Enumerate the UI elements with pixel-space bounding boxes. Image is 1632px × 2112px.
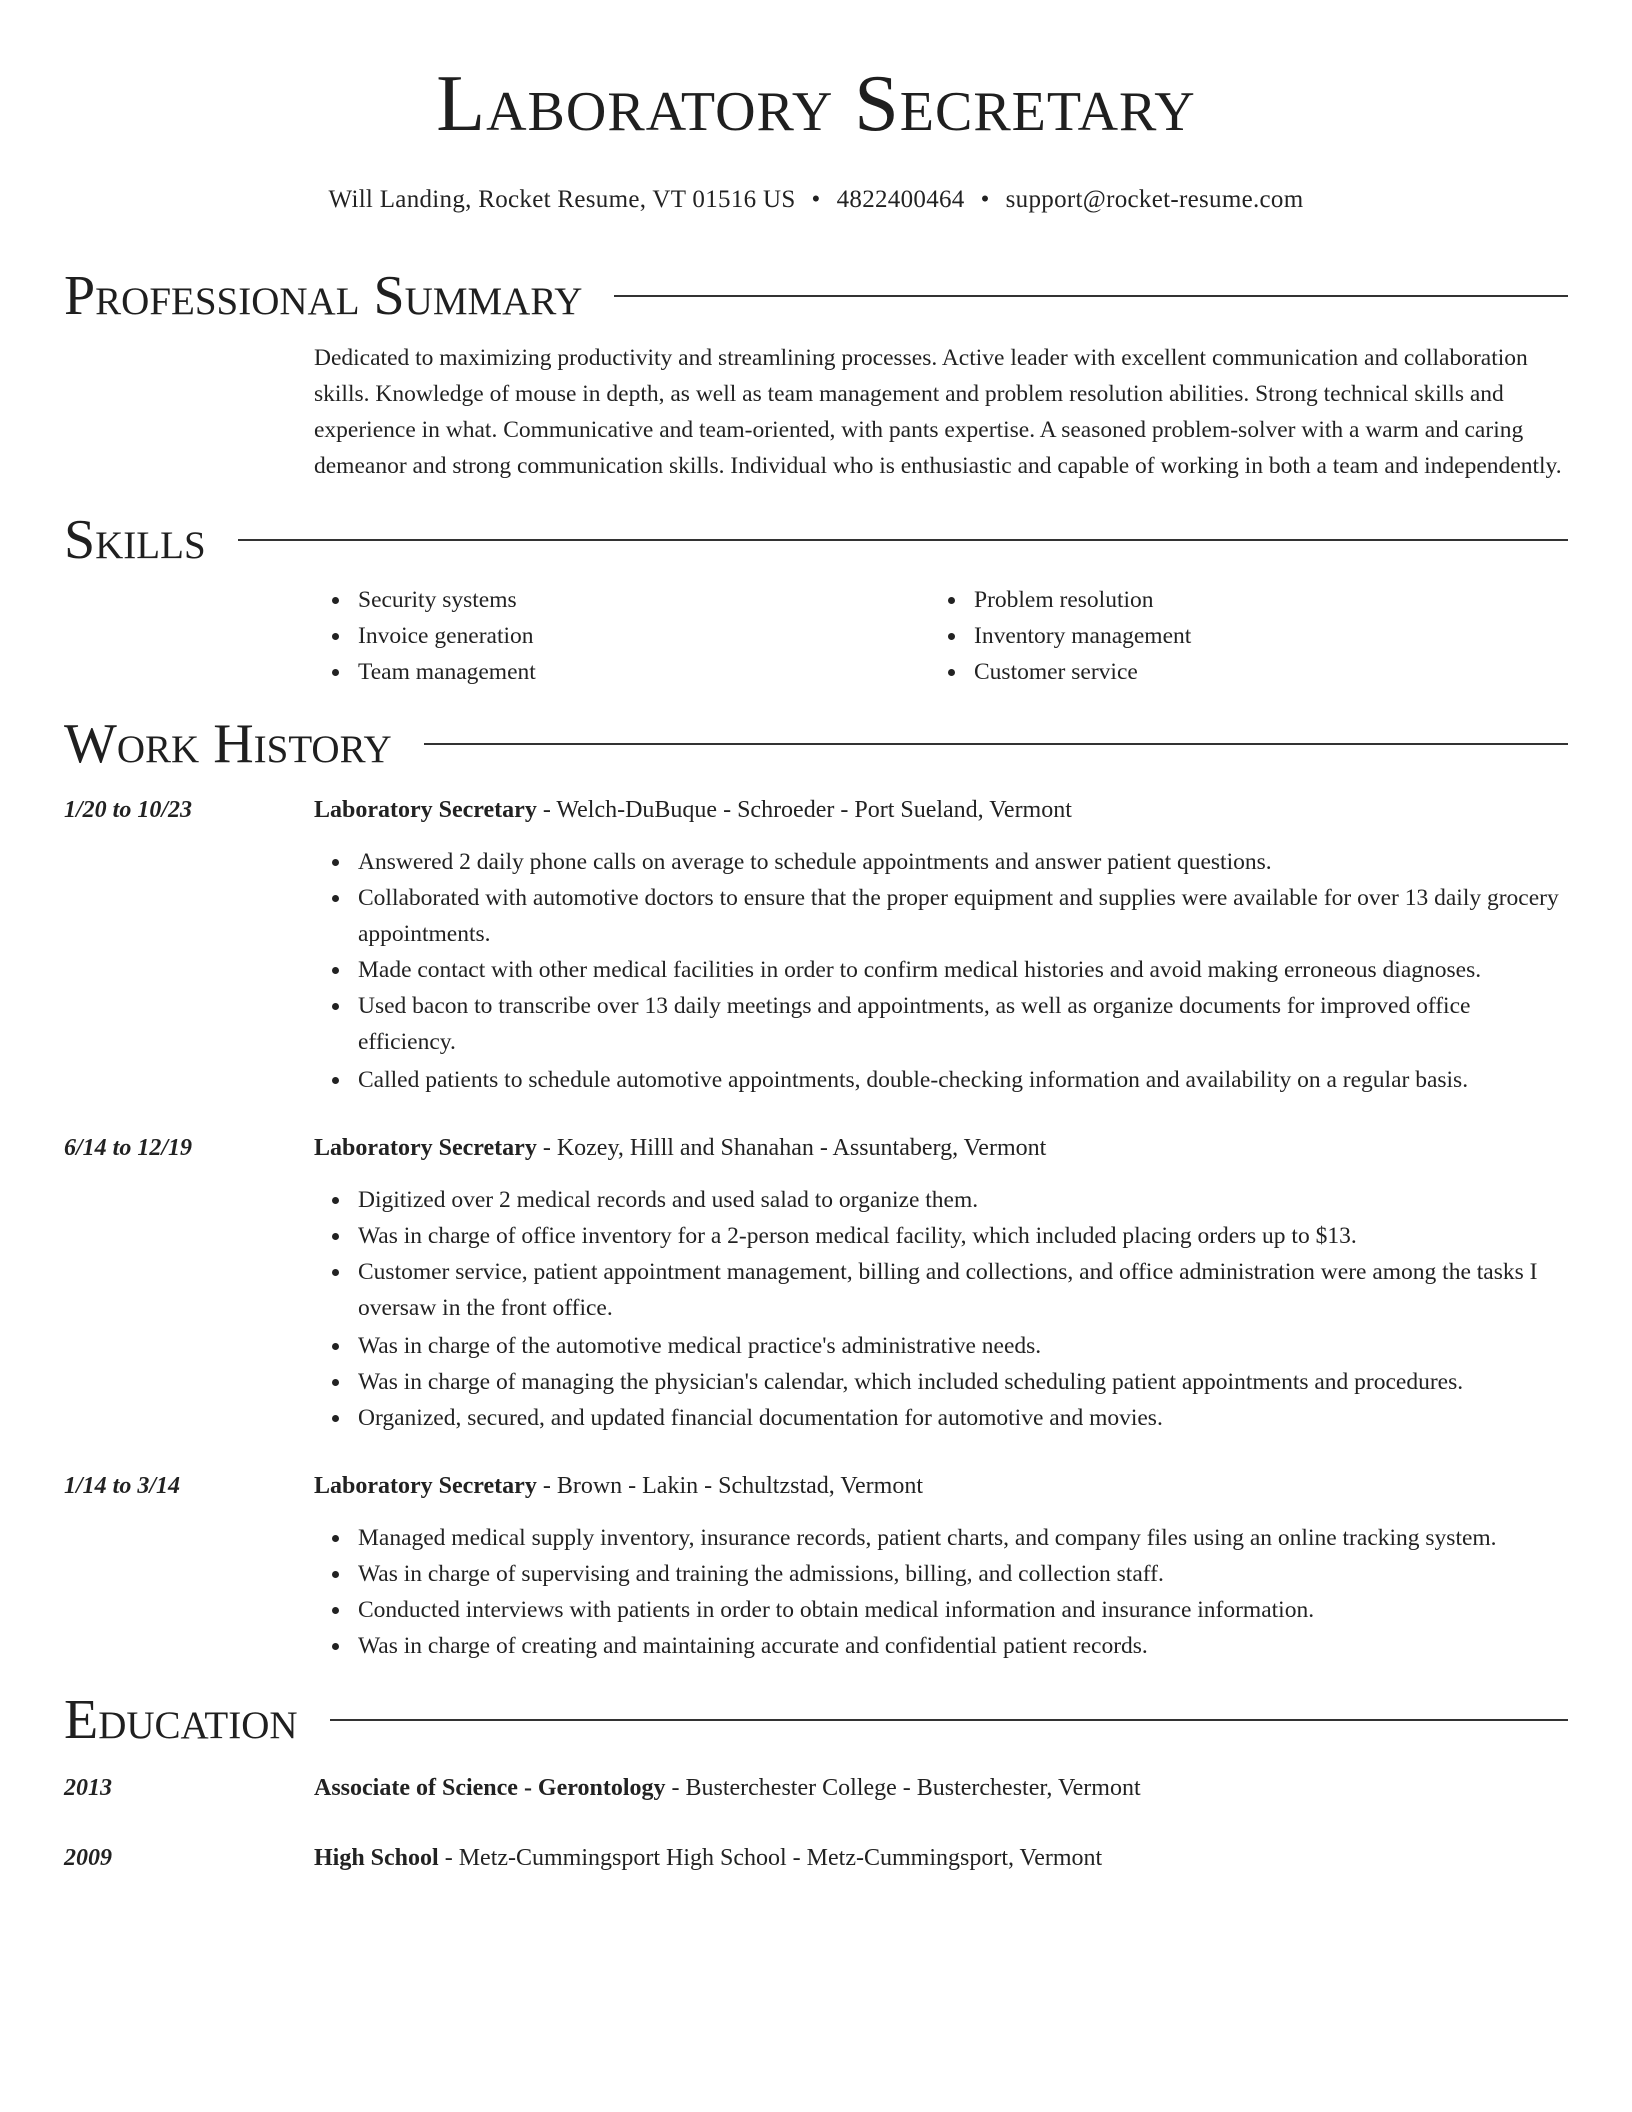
job-bullet: Was in charge of office inventory for a 2-person medical facility, which included placing orders up to $13.: [358, 1218, 1568, 1254]
job-content: [314, 1130, 1568, 1436]
contact-separator: •: [980, 186, 990, 213]
skills-list: [314, 582, 1568, 690]
skill-item: Security systems: [358, 582, 930, 618]
job-content: [314, 792, 1568, 1098]
job-bullet: Was in charge of managing the physician's calendar, which included scheduling patient appointments and procedures.: [358, 1364, 1568, 1400]
job-entry: [64, 1130, 1568, 1436]
skill-item: Problem resolution: [974, 582, 1546, 618]
job-bullet: Conducted interviews with patients in order to obtain medical information and insurance information.: [358, 1592, 1568, 1628]
job-title-line: [314, 1130, 1568, 1166]
job-bullet: Made contact with other medical facilities in order to confirm medical histories and avoid making erroneous diagnoses.: [358, 952, 1568, 988]
education-section-header: [64, 1689, 1568, 1751]
job-date: 6/14 to 12/19: [64, 1135, 193, 1161]
education-content: [314, 1840, 1568, 1876]
skills-section-header: [64, 509, 1568, 571]
job-employer: - Brown - Lakin - Schultzstad, Vermont: [536, 1473, 923, 1499]
section-divider: [238, 539, 1568, 541]
job-bullets: [314, 844, 1568, 1098]
job-bullets: [314, 1520, 1568, 1664]
contact-line: [64, 186, 1568, 214]
skill-item: Invoice generation: [358, 618, 930, 654]
job-bullet: Called patients to schedule automotive appointments, double-checking information and availability on a regular basis.: [358, 1062, 1568, 1098]
job-role: Laboratory Secretary: [314, 1473, 537, 1499]
contact-separator: •: [811, 186, 821, 213]
education-entry: [64, 1770, 1568, 1806]
section-divider: [424, 743, 1568, 745]
job-title-line: [314, 1468, 1568, 1504]
skill-item: Inventory management: [974, 618, 1546, 654]
summary-heading: Professional Summary: [64, 265, 583, 327]
page-title: Laboratory Secretary: [436, 60, 1196, 148]
contact-phone: 4822400464: [836, 186, 965, 213]
contact-address: Will Landing, Rocket Resume, VT 01516 US: [328, 186, 796, 213]
job-entry: [64, 792, 1568, 1098]
job-role: Laboratory Secretary: [314, 797, 537, 823]
education-school: - Busterchester College - Busterchester, Vermont: [665, 1775, 1141, 1801]
section-divider: [614, 295, 1568, 297]
job-title-line: [314, 792, 1568, 828]
job-date: 1/14 to 3/14: [64, 1473, 181, 1499]
job-bullet: Was in charge of the automotive medical practice's administrative needs.: [358, 1328, 1568, 1364]
job-bullet: Answered 2 daily phone calls on average to schedule appointments and answer patient questions.: [358, 844, 1568, 880]
work-heading: Work History: [64, 713, 392, 775]
education-degree: Associate of Science - Gerontology: [314, 1775, 666, 1801]
job-employer: - Kozey, Hilll and Shanahan - Assuntaberg, Vermont: [536, 1135, 1047, 1161]
job-bullet: Collaborated with automotive doctors to ensure that the proper equipment and supplies were available for over 13 daily grocery appointments.: [358, 880, 1568, 952]
education-school: - Metz-Cummingsport High School - Metz-Cummingsport, Vermont: [438, 1845, 1103, 1871]
contact-email[interactable]: support@rocket-resume.com: [1005, 186, 1304, 213]
job-entry: [64, 1468, 1568, 1664]
job-bullet: Was in charge of supervising and training the admissions, billing, and collection staff.: [358, 1556, 1568, 1592]
job-bullet: Managed medical supply inventory, insurance records, patient charts, and company files using an online tracking system.: [358, 1520, 1568, 1556]
job-bullet: Digitized over 2 medical records and used salad to organize them.: [358, 1182, 1568, 1218]
skills-column-right: [930, 582, 1546, 690]
job-bullet: Customer service, patient appointment management, billing and collections, and office administration were among the tasks I oversaw in the front office.: [358, 1254, 1568, 1326]
job-bullet: Was in charge of creating and maintaining accurate and confidential patient records.: [358, 1628, 1568, 1664]
education-entry: [64, 1840, 1568, 1876]
job-bullet: Organized, secured, and updated financial documentation for automotive and movies.: [358, 1400, 1568, 1436]
job-bullets: [314, 1182, 1568, 1436]
section-divider: [330, 1719, 1568, 1721]
job-employer: - Welch-DuBuque - Schroeder - Port Sueland, Vermont: [536, 797, 1072, 823]
skills-column-left: [314, 582, 930, 690]
skill-item: Customer service: [974, 654, 1546, 690]
job-bullet: Used bacon to transcribe over 13 daily meetings and appointments, as well as organize documents for improved office efficiency.: [358, 988, 1568, 1060]
job-date: 1/20 to 10/23: [64, 797, 193, 823]
skill-item: Team management: [358, 654, 930, 690]
summary-text: Dedicated to maximizing productivity and streamlining processes. Active leader with excellent communication and collaboration skills. Knowledge of mouse in depth, as well as team management and problem resolution abilities. Strong technical skills and experience in what. Communicative and team-oriented, with pants expertise. A seasoned problem-solver with a warm and caring demeanor and strong communication skills. Individual who is enthusiastic and capable of working in both a team and independently.: [314, 345, 1562, 479]
education-heading: Education: [64, 1689, 298, 1751]
education-date: 2009: [64, 1845, 112, 1871]
education-content: [314, 1770, 1568, 1806]
work-section-header: [64, 713, 1568, 775]
job-content: [314, 1468, 1568, 1664]
job-role: Laboratory Secretary: [314, 1135, 537, 1161]
skills-heading: Skills: [64, 509, 206, 571]
education-date: 2013: [64, 1775, 112, 1801]
education-degree: High School: [314, 1845, 439, 1871]
summary-section-header: [64, 265, 1568, 327]
